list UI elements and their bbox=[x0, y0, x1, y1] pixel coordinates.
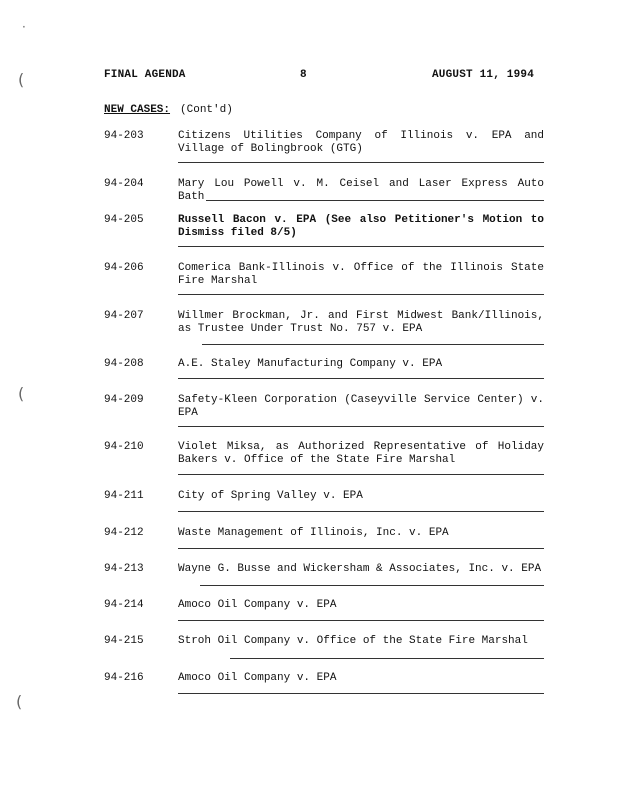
case-title: Citizens Utilities Company of Illinois v. EPA and Village of Bolingbrook (GTG) bbox=[178, 130, 544, 155]
case-rule bbox=[178, 548, 544, 549]
case-title: Mary Lou Powell v. M. Ceisel and Laser Express Auto Bath bbox=[178, 178, 544, 203]
case-rule bbox=[178, 693, 544, 694]
section-continuation: (Cont'd) bbox=[180, 104, 233, 116]
case-number: 94-207 bbox=[104, 310, 144, 322]
case-number: 94-208 bbox=[104, 358, 144, 370]
case-rule bbox=[178, 246, 544, 247]
case-rule bbox=[178, 426, 544, 427]
case-number: 94-203 bbox=[104, 130, 144, 142]
case-number: 94-216 bbox=[104, 672, 144, 684]
case-number: 94-214 bbox=[104, 599, 144, 611]
agenda-date: AUGUST 11, 1994 bbox=[432, 69, 535, 81]
case-rule bbox=[230, 658, 544, 659]
case-rule bbox=[178, 620, 544, 621]
case-number: 94-211 bbox=[104, 490, 144, 502]
scan-mark-middle: ( bbox=[18, 384, 25, 403]
case-title: Willmer Brockman, Jr. and First Midwest Bank/Illinois, as Trustee Under Trust No. 757 v. EPA bbox=[178, 310, 544, 335]
case-title: Wayne G. Busse and Wickersham & Associates, Inc. v. EPA bbox=[178, 563, 542, 575]
case-title: Amoco Oil Company v. EPA bbox=[178, 599, 337, 611]
case-title: Waste Management of Illinois, Inc. v. EPA bbox=[178, 527, 449, 539]
case-title: A.E. Staley Manufacturing Company v. EPA bbox=[178, 358, 443, 370]
case-title: Amoco Oil Company v. EPA bbox=[178, 672, 337, 684]
case-title: City of Spring Valley v. EPA bbox=[178, 490, 363, 502]
case-rule bbox=[202, 344, 544, 345]
section-heading bbox=[104, 104, 233, 116]
case-rule bbox=[178, 162, 544, 163]
case-number: 94-210 bbox=[104, 441, 144, 453]
case-title: Violet Miksa, as Authorized Representative of Holiday Bakers v. Office of the State Fire Marshal bbox=[178, 441, 544, 466]
case-number: 94-213 bbox=[104, 563, 144, 575]
scan-speck: · bbox=[22, 20, 26, 34]
case-title: Comerica Bank-Illinois v. Office of the Illinois State Fire Marshal bbox=[178, 262, 544, 287]
case-number: 94-215 bbox=[104, 635, 144, 647]
case-title: Russell Bacon v. EPA (See also Petitioner's Motion to Dismiss filed 8/5) bbox=[178, 214, 544, 239]
case-title: Stroh Oil Company v. Office of the State Fire Marshal bbox=[178, 635, 528, 647]
case-number: 94-212 bbox=[104, 527, 144, 539]
case-rule bbox=[178, 294, 544, 295]
scan-mark-bottom: ( bbox=[16, 692, 23, 711]
agenda-title: FINAL AGENDA bbox=[104, 69, 186, 81]
case-rule bbox=[178, 378, 544, 379]
case-rule bbox=[200, 585, 544, 586]
case-rule bbox=[178, 474, 544, 475]
case-number: 94-205 bbox=[104, 214, 144, 226]
page-number: 8 bbox=[300, 69, 307, 81]
case-title: Safety-Kleen Corporation (Caseyville Service Center) v. EPA bbox=[178, 394, 544, 419]
case-number: 94-204 bbox=[104, 178, 144, 190]
case-number: 94-206 bbox=[104, 262, 144, 274]
scan-mark-top: ( bbox=[18, 70, 25, 89]
case-number: 94-209 bbox=[104, 394, 144, 406]
section-label: NEW CASES: bbox=[104, 104, 171, 116]
case-rule bbox=[178, 511, 544, 512]
case-rule bbox=[206, 200, 544, 201]
